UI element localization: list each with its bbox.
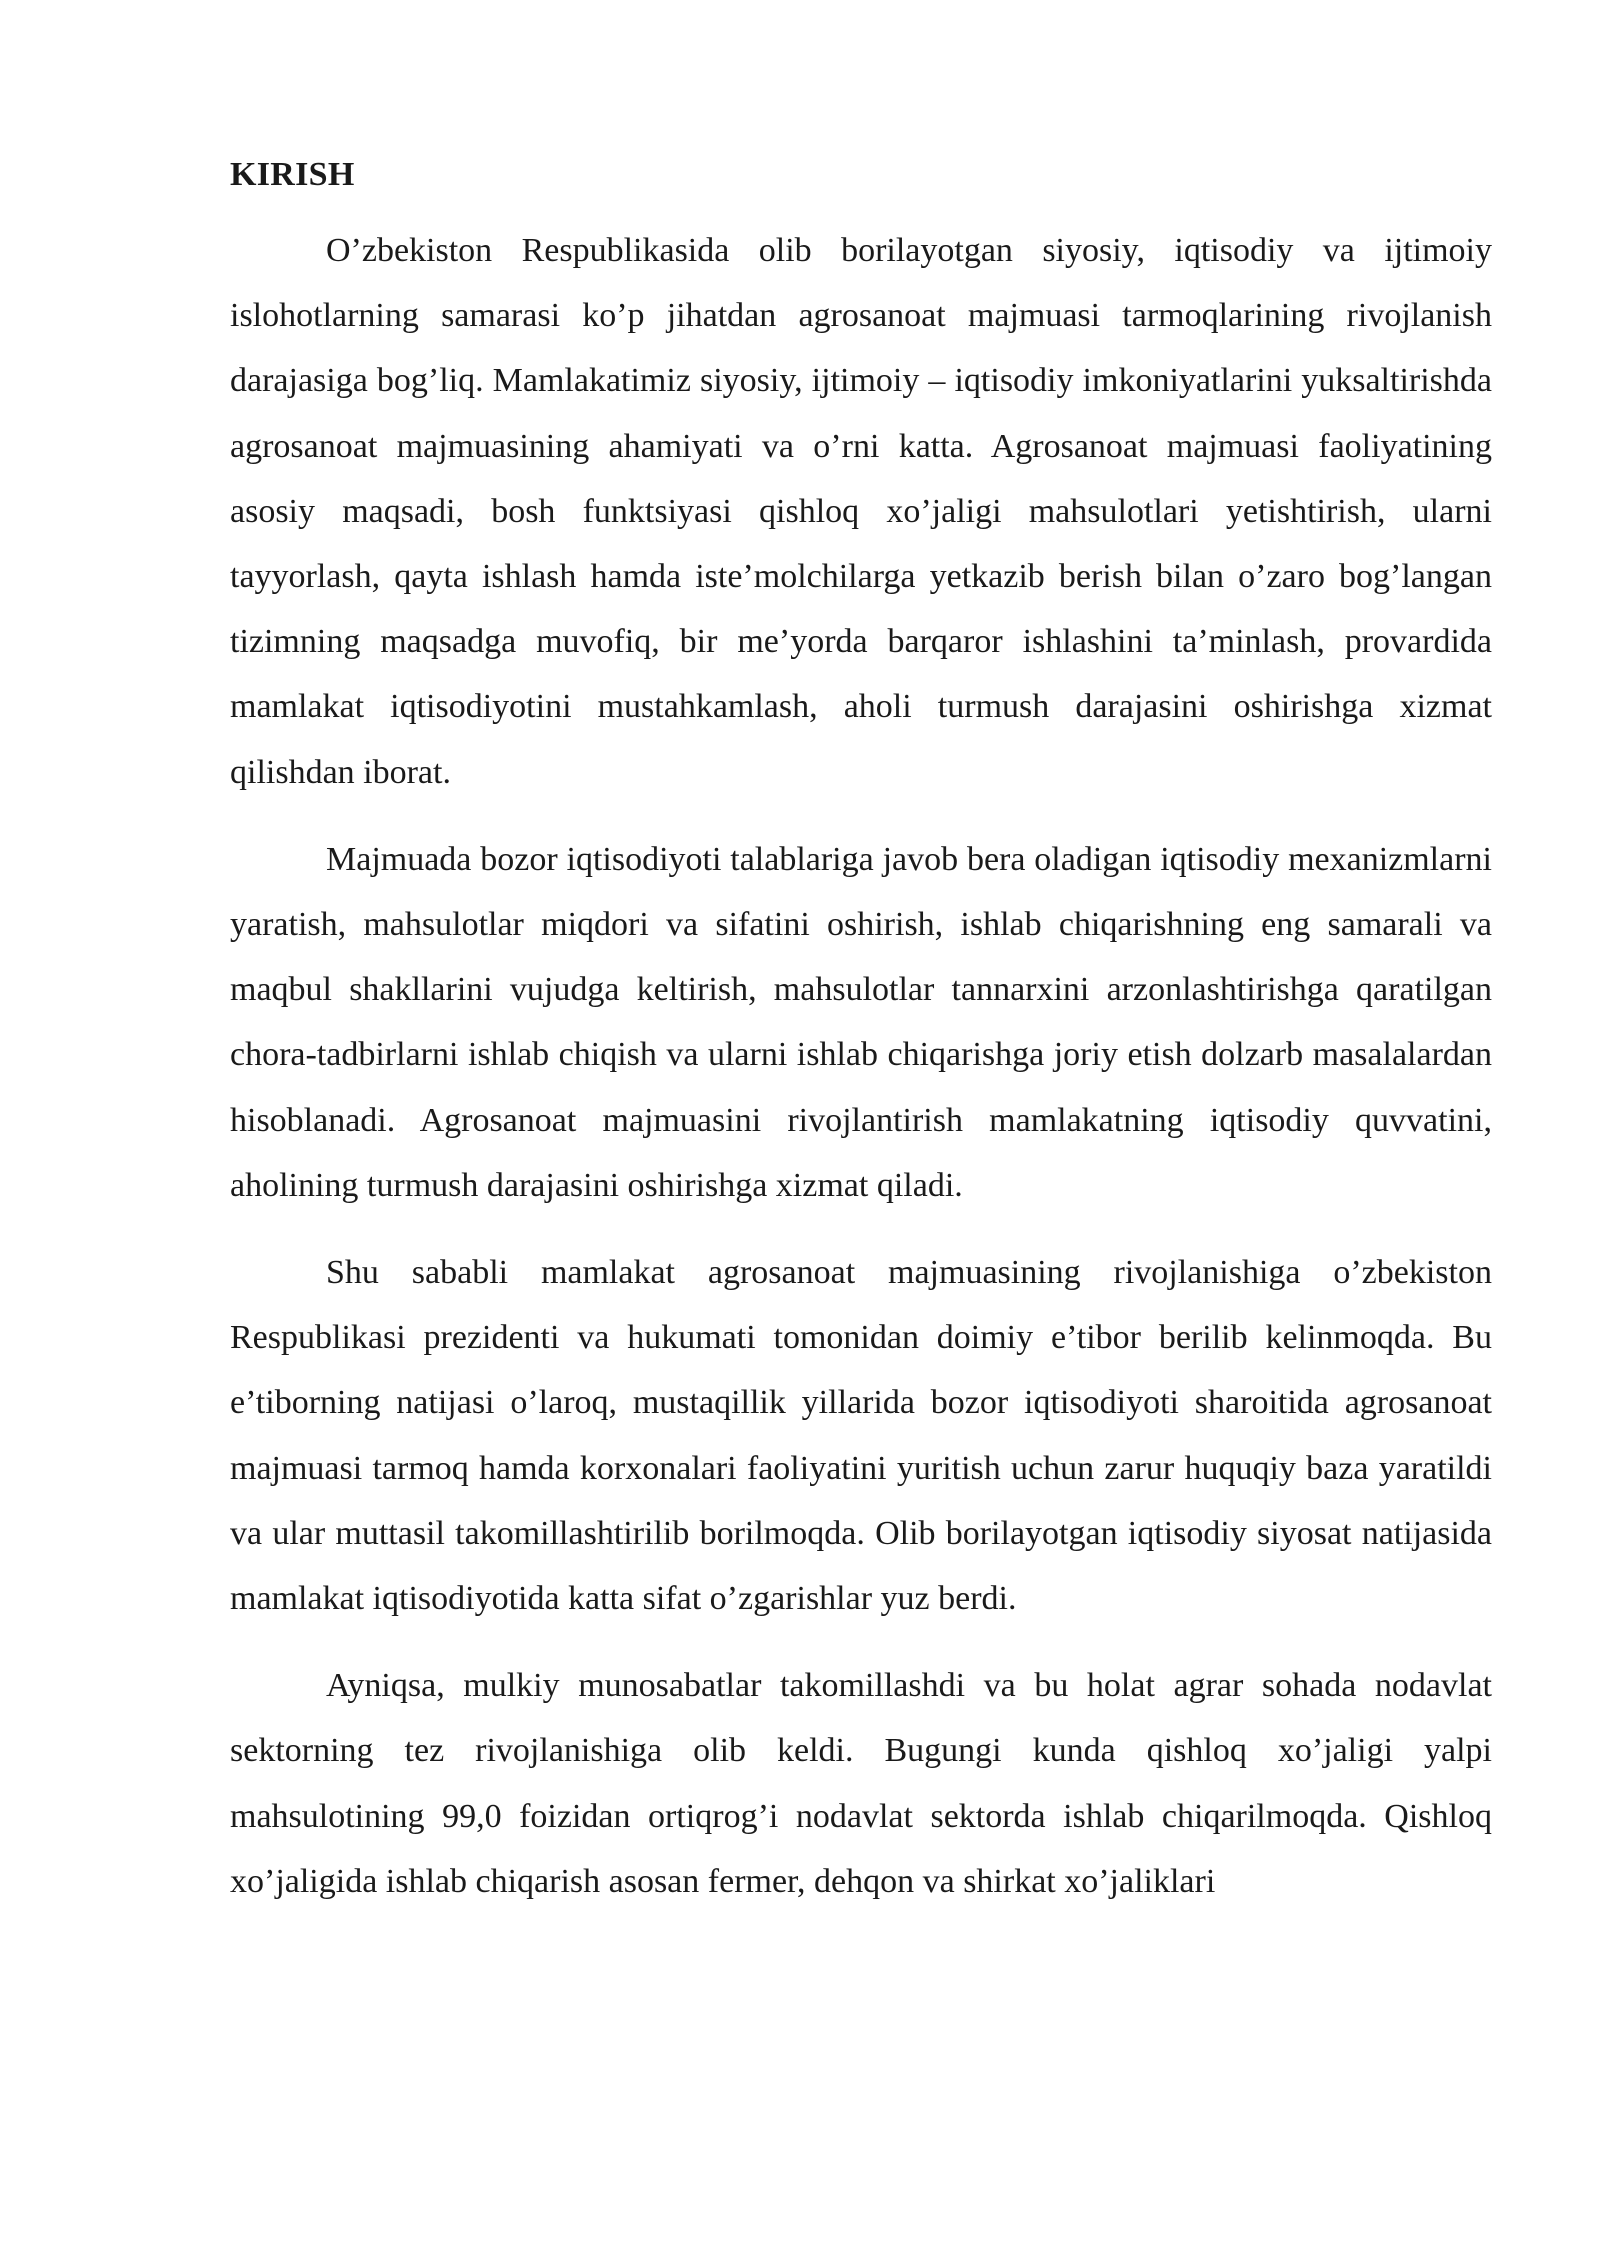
paragraph-2: Majmuada bozor iqtisodiyoti talablariga javob bera oladigan iqtisodiy mexanizmlarni yaratish, mahsulotlar miqdori va sifatini oshirish, ishlab chiqarishning eng samarali va maqbul shakllarini vujudga keltirish, mahsulotlar tannarxini arzonlashtirishga qaratilgan chora-tadbirlarni ishlab chiqish va ularni ishlab chiqarishga joriy etish dolzarb masalalardan hisoblanadi. Agrosanoat majmuasini rivojlantirish mamlakatning iqtisodiy quvvatini, aholining turmush darajasini oshirishga xizmat qiladi.	[230, 840, 1492, 1204]
paragraph-3: Shu sababli mamlakat agrosanoat majmuasining rivojlanishiga o’zbekiston Respublikasi prezidenti va hukumati tomonidan doimiy e’tibor berilib kelinmoqda. Bu e’tiborning natijasi o’laroq, mustaqillik yillarida bozor iqtisodiyoti sharoitida agrosanoat majmuasi tarmoq hamda korxonalari faoliyatini yuritish uchun zarur huquqiy baza yaratildi va ular muttasil takomillashtirilib borilmoqda. Olib borilayotgan iqtisodiy siyosat natijasida mamlakat iqtisodiyotida katta sifat o’zgarishlar yuz berdi.	[230, 1254, 1492, 1618]
paragraph-4: Ayniqsa, mulkiy munosabatlar takomillashdi va bu holat agrar sohada nodavlat sektorning tez rivojlanishiga olib keldi. Bugungi kunda qishloq xo’jaligi yalpi mahsulotining 99,0 foizidan ortiqrog’i nodavlat sektorda ishlab chiqarilmoqda. Qishloq xo’jaligida ishlab chiqarish asosan fermer, dehqon va shirkat xo’jaliklari	[230, 1667, 1492, 1900]
document-body	[230, 150, 1492, 1936]
section-heading: KIRISH	[230, 156, 355, 193]
paragraph-1: O’zbekiston Respublikasida olib borilayotgan siyosiy, iqtisodiy va ijtimoiy islohotlarning samarasi ko’p jihatdan agrosanoat majmuasi tarmoqlarining rivojlanish darajasiga bog’liq. Mamlakatimiz siyosiy, ijtimoiy – iqtisodiy imkoniyatlarini yuksaltirishda agrosanoat majmuasining ahamiyati va o’rni katta. Agrosanoat majmuasi faoliyatining asosiy maqsadi, bosh funktsiyasi qishloq xo’jaligi mahsulotlari yetishtirish, ularni tayyorlash, qayta ishlash hamda iste’molchilarga yetkazib berish bilan o’zaro bog’langan tizimning maqsadga muvofiq, bir me’yorda barqaror ishlashini ta’minlash, provardida mamlakat iqtisodiyotini mustahkamlash, aholi turmush darajasini oshirishga xizmat qilishdan iborat.	[230, 232, 1492, 791]
